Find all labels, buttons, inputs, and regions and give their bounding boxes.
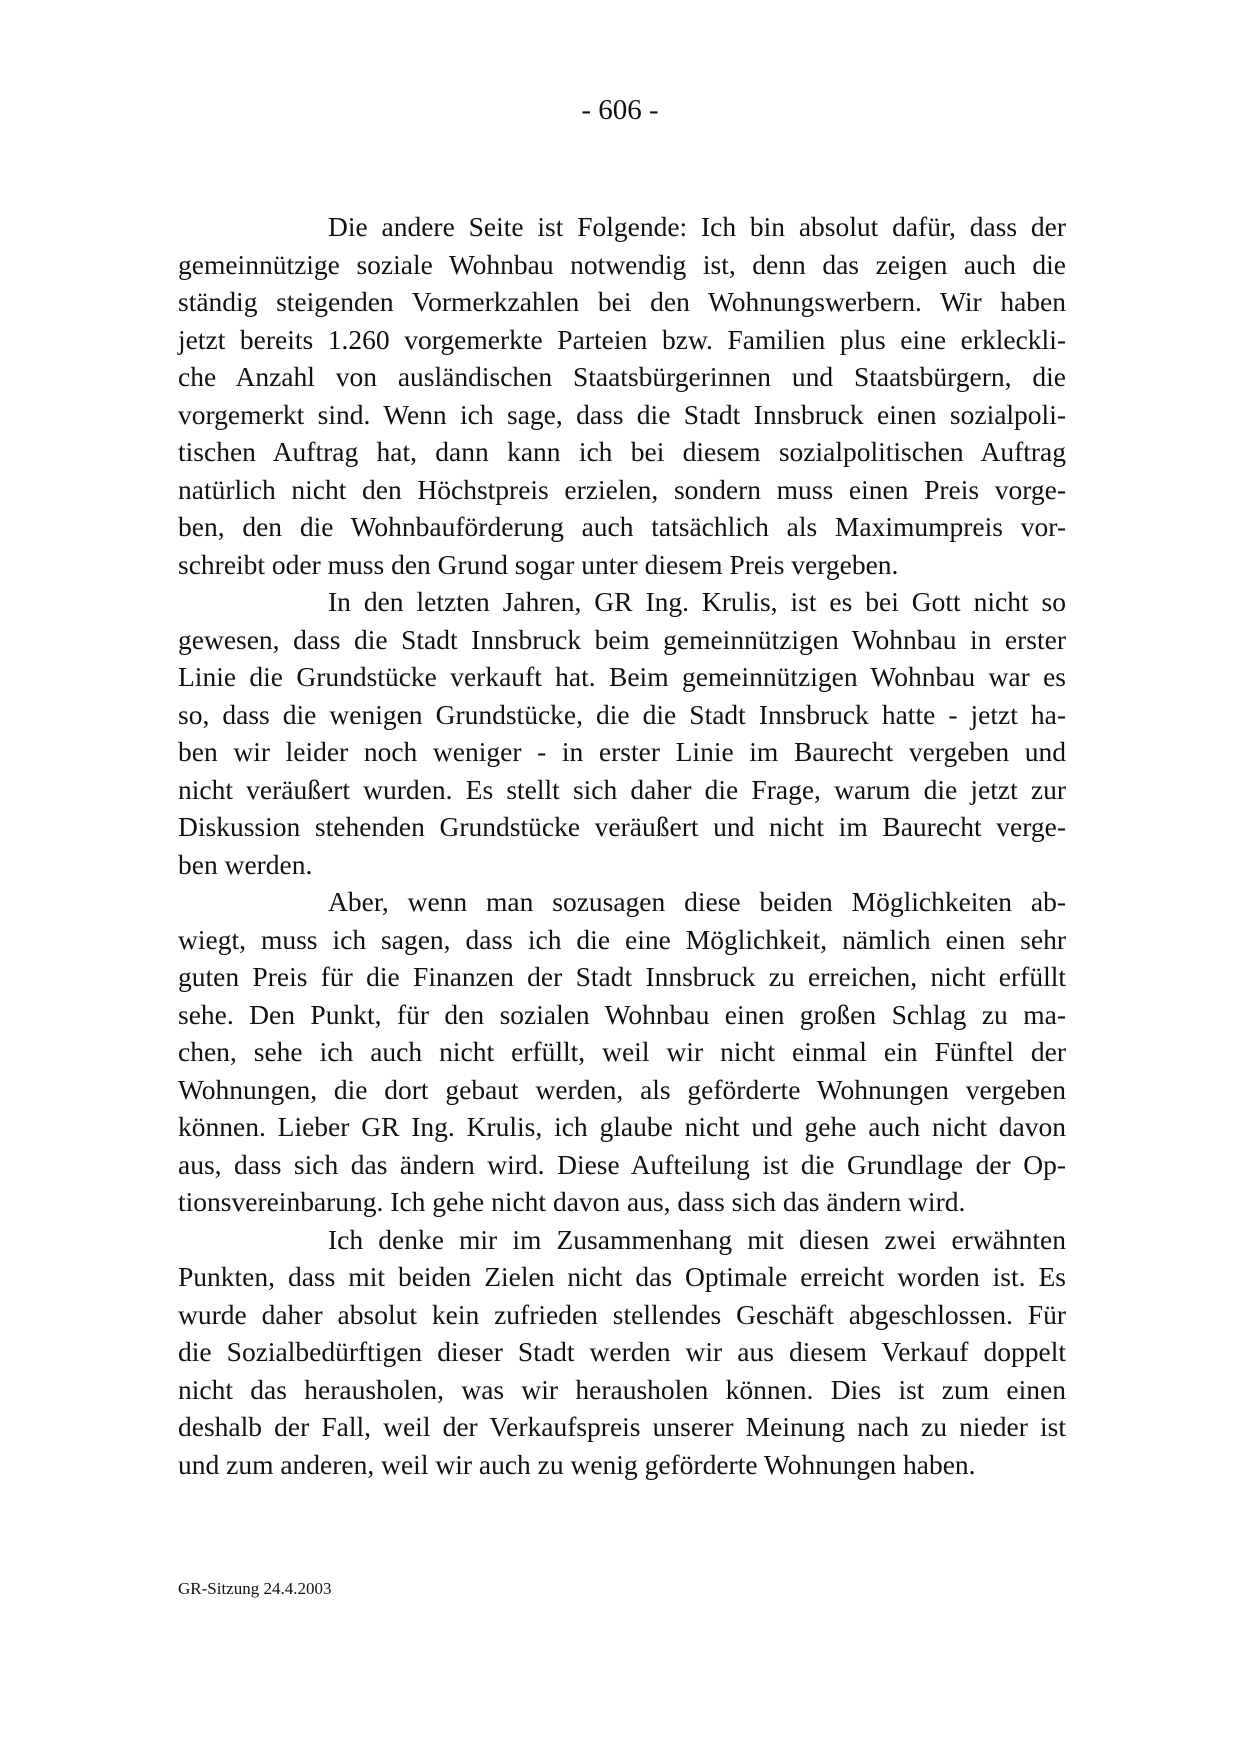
footer-session-label: GR-Sitzung 24.4.2003 [178, 1579, 332, 1598]
text-line: wiegt, muss ich sagen, dass ich die eine Möglichkeit, nämlich einen sehr [178, 923, 1066, 955]
text-line: In den letzten Jahren, GR Ing. Krulis, ist es bei Gott nicht so [328, 586, 1066, 617]
text-line: gemeinnützige soziale Wohnbau notwendig ist, denn das zeigen auch die [178, 248, 1066, 280]
text-line: und zum anderen, weil wir auch zu wenig geförderte Wohnungen haben. [178, 1448, 976, 1480]
text-line: natürlich nicht den Höchstpreis erzielen, sondern muss einen Preis vorge- [178, 473, 1066, 505]
text-line: guten Preis für die Finanzen der Stadt Innsbruck zu erreichen, nicht erfüllt [178, 961, 1066, 992]
text-line: so, dass die wenigen Grundstücke, die die Stadt Innsbruck hatte - jetzt ha- [178, 698, 1066, 730]
text-line: ben wir leider noch weniger - in erster Linie im Baurecht vergeben und [178, 736, 1066, 767]
text-line: tischen Auftrag hat, dann kann ich bei diesem sozialpolitischen Auftrag [178, 436, 1066, 467]
text-line: deshalb der Fall, weil der Verkaufspreis unserer Meinung nach zu nieder ist [178, 1411, 1066, 1442]
text-line: che Anzahl von ausländischen Staatsbürgerinnen und Staatsbürgern, die [178, 361, 1066, 392]
text-line: Die andere Seite ist Folgende: Ich bin absolut dafür, dass der [328, 211, 1066, 242]
text-line: jetzt bereits 1.260 vorgemerkte Parteien bzw. Familien plus eine erkleckli- [178, 323, 1066, 355]
text-line: chen, sehe ich auch nicht erfüllt, weil wir nicht einmal ein Fünftel der [178, 1036, 1066, 1067]
text-line: ben, den die Wohnbauförderung auch tatsächlich als Maximumpreis vor- [178, 511, 1066, 542]
text-line: schreibt oder muss den Grund sogar unter diesem Preis vergeben. [178, 548, 899, 580]
text-line: sehe. Den Punkt, für den sozialen Wohnbau einen großen Schlag zu ma- [178, 998, 1066, 1030]
body-text [178, 208, 1066, 1483]
text-line: tionsvereinbarung. Ich gehe nicht davon aus, dass sich das ändern wird. [178, 1186, 966, 1217]
text-line: nicht veräußert wurden. Es stellt sich daher die Frage, warum die jetzt zur [178, 773, 1066, 805]
text-line: Punkten, dass mit beiden Zielen nicht das Optimale erreicht worden ist. Es [178, 1261, 1066, 1292]
page-number: - 606 - [581, 94, 659, 126]
text-line: Ich denke mir im Zusammenhang mit diesen zwei erwähnten [328, 1223, 1066, 1255]
text-line: wurde daher absolut kein zufrieden stellendes Geschäft abgeschlossen. Für [178, 1298, 1066, 1330]
text-line: Diskussion stehenden Grundstücke veräußert und nicht im Baurecht verge- [178, 811, 1066, 842]
text-line: Wohnungen, die dort gebaut werden, als geförderte Wohnungen vergeben [178, 1073, 1066, 1105]
text-line: Linie die Grundstücke verkauft hat. Beim gemeinnützigen Wohnbau war es [178, 661, 1066, 692]
text-line: Aber, wenn man sozusagen diese beiden Möglichkeiten ab- [328, 886, 1066, 917]
text-line: ben werden. [178, 848, 313, 880]
text-line: die Sozialbedürftigen dieser Stadt werden wir aus diesem Verkauf doppelt [178, 1336, 1066, 1367]
text-line: nicht das herausholen, was wir herausholen können. Dies ist zum einen [178, 1373, 1066, 1405]
text-line: aus, dass sich das ändern wird. Diese Aufteilung ist die Grundlage der Op- [178, 1148, 1066, 1180]
text-line: können. Lieber GR Ing. Krulis, ich glaube nicht und gehe auch nicht davon [178, 1111, 1066, 1142]
text-line: gewesen, dass die Stadt Innsbruck beim gemeinnützigen Wohnbau in erster [178, 623, 1066, 655]
text-line: vorgemerkt sind. Wenn ich sage, dass die Stadt Innsbruck einen sozialpoli- [178, 398, 1066, 430]
text-line: ständig steigenden Vormerkzahlen bei den Wohnungswerbern. Wir haben [178, 286, 1066, 317]
